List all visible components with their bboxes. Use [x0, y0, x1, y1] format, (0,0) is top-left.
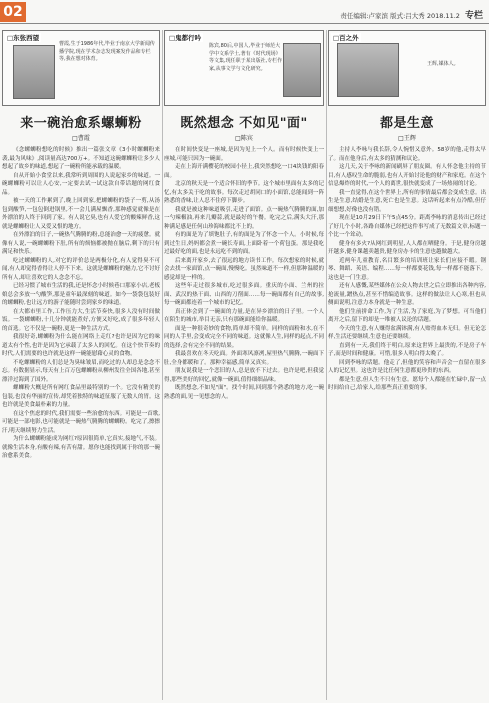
article-title: 既然想念 不如见"面"	[180, 116, 308, 131]
author-bio: 陈宾,80后,中国人,毕业于师范大学中文系学士,著有《时代现场》等文集,现任职于某出版社,专栏作家,从事文学与文化研究。	[209, 43, 283, 72]
paragraph: 朋友说我是一个恋旧的人,总是放不下过去。也许是吧,但我觉得,那些美好的回忆,就像一碗面,值得细细品味。	[164, 368, 324, 383]
header-rule	[0, 23, 489, 24]
paragraph: 在这个焦虑的时代,我们需要一些治愈的东西。可能是一首歌,可能是一部电影,也可能就是一碗热气腾腾的螺蛳粉。吃完了,擦擦汗,明天继续努力生活。	[2, 410, 160, 434]
article-title: 来一碗治愈系螺蛳粉	[20, 116, 142, 131]
paragraph: 走在上海开满樱花的校园小径上,我突然想吃一口4块钱的阳春面。	[164, 164, 324, 179]
column-divider	[326, 30, 327, 700]
paragraph: 我就是被这种味道吸引,走进了面馆。点一碗热气腾腾的面,加一勺辣椒油,再来几瓣蒜,就是最好的午餐。吃完之后,满头大汗,那种满足感是任何山珍海味都比不上的。	[164, 206, 324, 230]
paragraph: 既然想念,不如见"面"。找个时间,回到那个熟悉的地方,吃一碗熟悉的面,见一见想念的人。	[164, 385, 324, 400]
author-photo	[13, 45, 55, 99]
column-tag: □东张西望	[7, 34, 40, 42]
article-byline: □陈宾	[235, 135, 253, 142]
header-credits	[340, 8, 483, 21]
paragraph: 他们生前拼命工作,为了生活,为了家庭,为了梦想。可当他们离开之后,留下的却是一堆被人议论的话题。	[328, 308, 486, 323]
paragraph: 回到李咏的话题。他走了,但他的笑容和声音会一直留在很多人的记忆里。这也许是比任何生意都更珍贵的东西。	[328, 359, 486, 374]
paragraph: 都是生意,但人生不只有生意。愿每个人都能在忙碌中,留一点时间给自己,给家人,给那些真正重要的事。	[328, 376, 486, 391]
paragraph: 面是一种很奇妙的食物,简单却不简单。同样的面粉和水,在不同的人手里,会变成完全不同的味道。这就像人生,同样的起点,不同的选择,会有完全不同的结果。	[164, 325, 324, 349]
paragraph: 现在是10月29日下午5点45分。距离李咏的消息传出已经过了好几个小时,各路自媒体已经把这件事写成了无数篇文章,标题一个比一个耸动。	[328, 215, 486, 238]
column-tag: □百之外	[333, 34, 359, 42]
author-box	[164, 30, 324, 106]
author-photo	[337, 43, 399, 97]
author-box	[328, 30, 486, 106]
paragraph: 健身有多火?从网红到明星,人人都在晒健身。于是,健身房越开越多,健身课越卖越贵,健身房办卡的生意也越做越大。	[328, 240, 486, 255]
paragraph: 直到有一天,我们终于明白,原来这世界上最贵的,不是房子车子,而是时间和健康。可惜,很多人明白得太晚了。	[328, 342, 486, 357]
article-column-2	[164, 30, 324, 684]
paragraph: 还有人感慨,某些媒体在公众人物去世之后立即推出各种内容,抢流量,蹭热点,甚至不惜编造故事。这样的做法让人心寒,但也从侧面说明,注意力本身就是一种生意。	[328, 283, 486, 306]
paragraph: 在时间快变是一座城,是因为见上一个人。而有时候快变上一座城,可能只因为一碗面。	[164, 147, 324, 162]
paragraph: 主持人李咏与我长辞,令人惋惜又意外。58岁的他,走得太早了。而在他身后,有太多的猜测和议论。	[328, 147, 486, 162]
paragraph: 这些年走过很多城市,吃过很多面。重庆的小面、兰州的拉面、武汉的热干面、山西的刀削面……每一碗面都有自己的故事,每一碗面都连着一个城市的记忆。	[164, 283, 324, 306]
article-byline: □王辉	[398, 135, 416, 142]
page-number: 02	[0, 2, 26, 22]
article-column-1	[2, 30, 160, 684]
paragraph: 螺蛳粉大概是所有网红食品里最特别的一个。它没有精美的包装,也没有华丽的宣传,却凭着独特的味道征服了无数人的胃。这也许就是美食最朴素的力量。	[2, 385, 160, 408]
article-column-3	[328, 30, 486, 684]
author-box	[2, 30, 160, 106]
paragraph: 近两年儿童教育,名目繁多的培训班让家长们应接不暇。钢琴、舞蹈、英语、编程……每一样都要花钱,每一样都不能落下。这也是一门生意。	[328, 257, 486, 281]
article-body	[328, 146, 486, 684]
paragraph: 为什么螺蛳粉能成为网红?原因很简单,它真实,接地气,不装。就像生活本身,有酸有辣,有苦有甜。愿你也能找到属于你的那一碗治愈系美食。	[2, 436, 160, 459]
article-body	[2, 146, 160, 684]
paragraph: 今天的生意,有人赚得盆满钵满,有人赔得血本无归。但无论怎样,生活还要继续,生意也还要继续。	[328, 325, 486, 340]
page-header	[0, 0, 489, 24]
paragraph: 我最喜欢在冬天吃面。外面寒风凛冽,屋里热气腾腾,一碗面下肚,全身都暖和了。那种幸福感,简单又真实。	[164, 351, 324, 366]
paragraph: 真正体会到了一碗面的力量,是在异乡漂泊的日子里。一个人在陌生的城市,举目无亲,只有那碗面能给你温暖。	[164, 308, 324, 323]
paragraph: 吃过螺蛳粉的人,对它的评价总是两极分化,有人觉得臭不可闻,有人却觉得香得让人停不下来。这就是螺蛳粉的魅力,它不讨好所有人,却让喜欢它的人念念不忘。	[2, 257, 160, 281]
paragraph: 我很好奇,螺蛳粉为什么能在网络上走红?也许是因为它的味道太有个性,也许是因为它承载了太多人的回忆。在这个快节奏的时代,人们需要的也许就是这样一碗能慰藉心灵的食物。	[2, 334, 160, 357]
column-tag: □鬼都行吟	[169, 34, 202, 42]
article-body	[164, 146, 324, 684]
column-divider	[162, 30, 163, 700]
author-bio: 王辉,媒体人。	[427, 61, 459, 67]
paragraph: 自从开始小食堂以来,我常听到周围的人说起家乡的味道。一碗螺蛳粉可以让人心安,一定要去试一试这款自带话题的网红食品。	[2, 172, 160, 196]
paragraph: 在大都市里工作,工作压力大,生活节奏快,很多人没有时间做饭。一袋螺蛳粉,十几分钟就能煮好,方便又好吃,成了很多年轻人的首选。它不仅是一碗粉,更是一种生活方式。	[2, 308, 160, 332]
paragraph: 这几天,关于李咏的新闻刷屏了朋友圈。有人怀念他主持的节目,有人感叹生命的脆弱,也有人开始讨论他的财产和家庭。在这个信息爆炸的时代,一个人的离世,很快就变成了一场热闹的讨论。	[328, 164, 486, 187]
credits-text: 责任编辑:卢家滨 版式:吕大秀 2018.11.2	[340, 12, 460, 20]
paragraph: 在外漂泊的日子,一碗热气腾腾的粉,总能治愈一天的疲惫。就像有人说,一碗螺蛳粉下肚,所有的烦恼都被抛在脑后,剩下的只有满足和快乐。	[2, 232, 160, 255]
article-byline: □曹霞	[72, 135, 90, 142]
paragraph: 《念螺蛳粉想吃的时候》推出一篇张文章《3小时螺蛳粉来袭,最为风味》,阅读量高达700万+。不知道这碗螺蛳粉让多少人想起了故乡的味道,想起了一碗粉所能承载的温暖。	[2, 147, 160, 170]
article-title: 都是生意	[379, 116, 434, 131]
paragraph: 我一直觉得,在这个世界上,所有的事情最后都会变成生意。出生是生意,结婚是生意,死亡也是生意。这话听起来有点冷酷,但仔细想想,好像也没有错。	[328, 189, 486, 213]
paragraph: 后来离开家乡,去了很远的地方读书工作。每次想家的时候,就会去找一家面馆,点一碗面,慢慢吃。虽然味道不一样,但那种温暖的感觉却是一样的。	[164, 257, 324, 281]
author-bio: 曹霞,生于1986年代,毕业于南京大学新闻传播学院,现在学术杂志发现案发作品和专栏等,我在想对体育。	[59, 41, 155, 63]
paragraph: 已经习惯了城市生活的我,还是怀念小时候巷口那家小店,老板娘总会多放一勺酸笋,那是童年最深刻的味道。如今一袋袋包装好的螺蛳粉,也让远方的游子能随时尝到家乡的味道。	[2, 283, 160, 306]
edition-label: 专栏	[464, 11, 483, 21]
paragraph: 有的面是为了填饱肚子,有的面是为了怀念一个人。小时候,每到过生日,妈妈都会煮一碗长寿面,上面卧着一个荷包蛋。那是我吃过最好吃的面,也是永远吃不到的面。	[164, 232, 324, 255]
paragraph: 被一天的工作累到了,晚上回到家,把螺蛳粉的袋子一剪,从汤包到酸笋,一包包倒进锅里,不一会儿满屋飘香,那种感觉就像是在外漂泊的人终于回到了家。有人说它臭,也有人爱它的酸辣鲜香,这就是螺蛳粉让人又爱又恨的地方。	[2, 198, 160, 230]
paragraph: 不吃螺蛳粉的人们总是为臭味皱眉,而吃过的人却总是念念不忘。有数据显示,每天有上百万包螺蛳粉从柳州发往全国各地,甚至漂洋过海到了国外。	[2, 359, 160, 383]
paragraph: 北京的秋天是一个适合怀旧的季节。这个城市里面有太多的记忆,有太多关于吃的故事。每次走过胡同口的小面馆,总能闻到一阵熟悉的香味,让人忍不住停下脚步。	[164, 181, 324, 204]
author-photo	[283, 43, 321, 97]
